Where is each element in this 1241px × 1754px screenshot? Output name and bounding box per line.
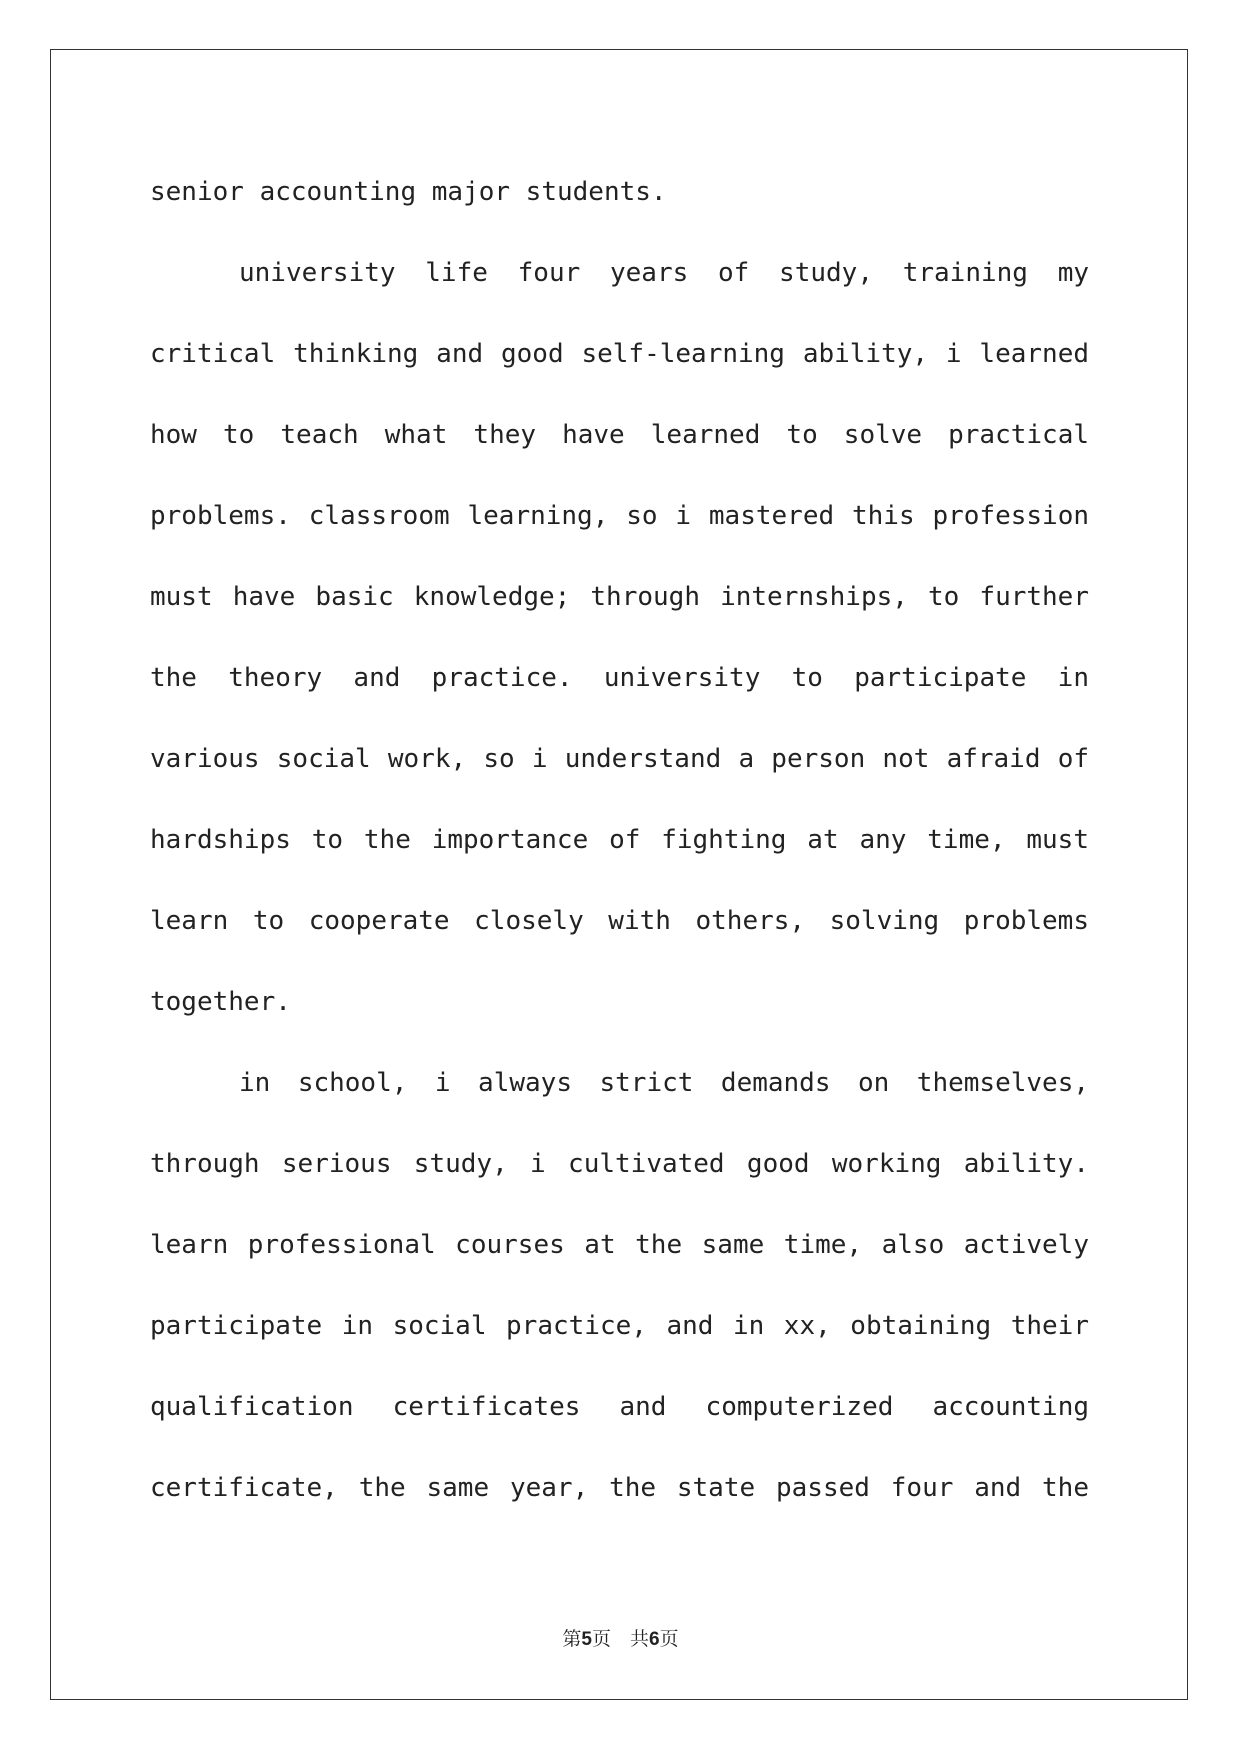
text-line: together. — [150, 987, 291, 1017]
text-line: through serious study, i cultivated good working ability. — [150, 1149, 1089, 1179]
paragraph-first-line: in school, i always strict demands on themselves, — [239, 1068, 1089, 1098]
text-line: participate in social practice, and in xx, obtaining their — [150, 1311, 1089, 1341]
text-line: senior accounting major students. — [150, 177, 667, 207]
text-line: must have basic knowledge; through internships, to further — [150, 582, 1089, 612]
text-line: qualification certificates and computerized accounting — [150, 1392, 1089, 1422]
text-line: certificate, the same year, the state passed four and the — [150, 1473, 1089, 1503]
text-line: critical thinking and good self-learning ability, i learned — [150, 339, 1089, 369]
page-footer — [0, 1624, 1241, 1651]
text-line: hardships to the importance of fighting at any time, must — [150, 825, 1089, 855]
total-page-count: 6 — [649, 1629, 660, 1650]
paragraph-first-line: university life four years of study, training my — [239, 258, 1089, 288]
text-line: learn professional courses at the same time, also actively — [150, 1230, 1089, 1260]
text-line: various social work, so i understand a person not afraid of — [150, 744, 1089, 774]
page-frame — [50, 49, 1188, 1700]
text-line: how to teach what they have learned to solve practical — [150, 420, 1089, 450]
text-line: the theory and practice. university to participate in — [150, 663, 1089, 693]
footer-prefix: 第 — [562, 1628, 582, 1650]
text-line: learn to cooperate closely with others, solving problems — [150, 906, 1089, 936]
current-page-number: 5 — [581, 1629, 592, 1650]
footer-suffix: 页 — [659, 1628, 679, 1650]
footer-middle: 页 共 — [591, 1628, 649, 1650]
text-line: problems. classroom learning, so i mastered this profession — [150, 501, 1089, 531]
